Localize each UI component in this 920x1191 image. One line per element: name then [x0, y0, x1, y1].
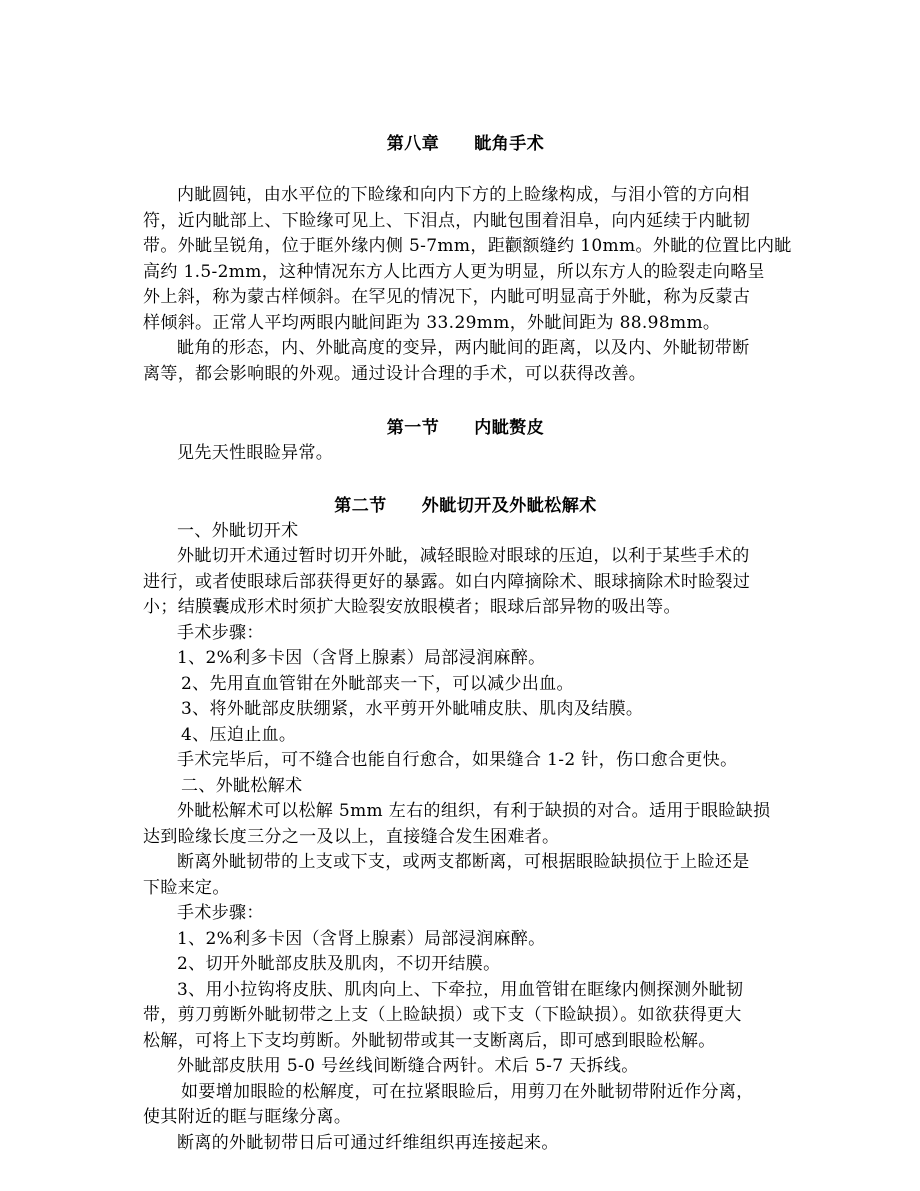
step-item: 3、将外眦部皮肤绷紧，水平剪开外眦哺皮肤、肌肉及结膜。 — [181, 699, 644, 719]
subsection-1-title: 一、外眦切开术 — [177, 520, 299, 541]
suture-text: 外眦部皮肤用 5-0 号丝线间断缝合两针。术后 5-7 天拆线。 — [177, 1056, 639, 1076]
section-1-title: 第一节 内眦赘皮 — [386, 418, 545, 438]
subsection-1-paragraph — [143, 544, 788, 621]
text-line: 外上斜，称为蒙古样倾斜。在罕见的情况下，内眦可明显高于外眦，称为反蒙古 — [143, 287, 751, 307]
subsection-2-steps — [143, 927, 788, 978]
subsection-2-paragraph-1 — [143, 799, 788, 850]
text-line: 断离外眦韧带的上支或下支，或两支都断离，可根据眼睑缺损位于上睑还是 — [177, 852, 750, 872]
text-line: 达到睑缘长度三分之一及以上，直接缝合发生困难者。 — [143, 826, 560, 847]
text-line: 3、用小拉钩将皮肤、肌肉向上、下牵拉，用血管钳在眶缘内侧探测外眦韧 — [177, 979, 744, 1000]
text-line: 外眦切开术通过暂时切开外眦，减轻眼睑对眼球的压迫，以利于某些手术的 — [177, 546, 750, 566]
step-item: 2、先用直血管钳在外眦部夹一下，可以减少出血。 — [181, 673, 574, 694]
text-line: 小；结膜囊成形术时须扩大睑裂安放眼模者；眼球后部异物的吸出等。 — [143, 597, 681, 617]
text-line: 内眦圆钝，由水平位的下睑缘和向内下方的上睑缘构成，与泪小管的方向相 — [177, 185, 750, 205]
step-item: 4、压迫止血。 — [181, 724, 297, 745]
text-line: 样倾斜。正常人平均两眼内眦间距为 33.29mm，外眦间距为 88.98mm。 — [143, 312, 721, 333]
chapter-title: 第八章 眦角手术 — [386, 134, 545, 154]
steps-label: 手术步骤： — [177, 903, 264, 923]
subsection-2-paragraph-3 — [143, 1080, 788, 1131]
subsection-2-title: 二、外眦松解术 — [181, 775, 303, 796]
text-line: 带，剪刀剪断外眦韧带之上支（上睑缺损）或下支（下睑缺损）。如欲获得更大 — [143, 1005, 742, 1025]
document-page — [143, 130, 792, 1156]
text-line: 如要增加眼睑的松解度，可在拉紧眼睑后，用剪刀在外眦韧带附近作分离， — [181, 1081, 754, 1102]
closing-text: 断离的外眦韧带日后可通过纤维组织再连接起来。 — [177, 1132, 559, 1153]
text-line: 松解，可将上下支均剪断。外眦韧带或其一支断离后，即可感到眼睑松解。 — [143, 1030, 716, 1051]
text-line: 使其附近的眶与眶缘分离。 — [143, 1107, 352, 1127]
intro-paragraph-1 — [143, 183, 792, 336]
subsection-1-steps — [143, 646, 788, 748]
text-line: 外眦松解术可以松解 5mm 左右的组织，有利于缺损的对合。适用于眼睑缺损 — [177, 801, 771, 821]
section-1-text: 见先天性眼睑异常。 — [177, 443, 334, 463]
text-line: 带。外眦呈锐角，位于眶外缘内侧 5-7mm，距颧额缝约 10mm。外眦的位置比内眦 — [143, 236, 792, 256]
section-2-title: 第二节 外眦切开及外眦松解术 — [334, 495, 597, 516]
intro-paragraph-2 — [143, 336, 788, 387]
text-line: 进行，或者使眼球后部获得更好的暴露。如白内障摘除术、眼球摘除术时睑裂过 — [143, 571, 751, 592]
text-line: 眦角的形态，内、外眦高度的变异，两内眦间的距离，以及内、外眦韧带断 — [177, 338, 750, 358]
after-surgery-text: 手术完毕后，可不缝合也能自行愈合，如果缝合 1-2 针，伤口愈合更快。 — [177, 750, 738, 770]
step-item: 1、2%利多卡因（含肾上腺素）局部浸润麻醉。 — [177, 648, 546, 668]
text-line: 离等，都会影响眼的外观。通过设计合理的手术，可以获得改善。 — [143, 363, 647, 384]
steps-label: 手术步骤： — [177, 622, 264, 643]
text-line: 符，近内眦部上、下睑缘可见上、下泪点，内眦包围着泪阜，向内延续于内眦韧 — [143, 210, 751, 231]
step-item: 1、2%利多卡因（含肾上腺素）局部浸润麻醉。 — [177, 928, 546, 949]
subsection-2-paragraph-2 — [143, 850, 788, 901]
text-line: 下睑来定。 — [143, 877, 230, 898]
step-item: 2、切开外眦部皮肤及肌肉，不切开结膜。 — [177, 954, 501, 974]
text-line: 高约 1.5-2mm，这种情况东方人比西方人更为明显，所以东方人的睑裂走向略呈 — [143, 261, 765, 282]
subsection-2-step-3 — [143, 978, 788, 1055]
